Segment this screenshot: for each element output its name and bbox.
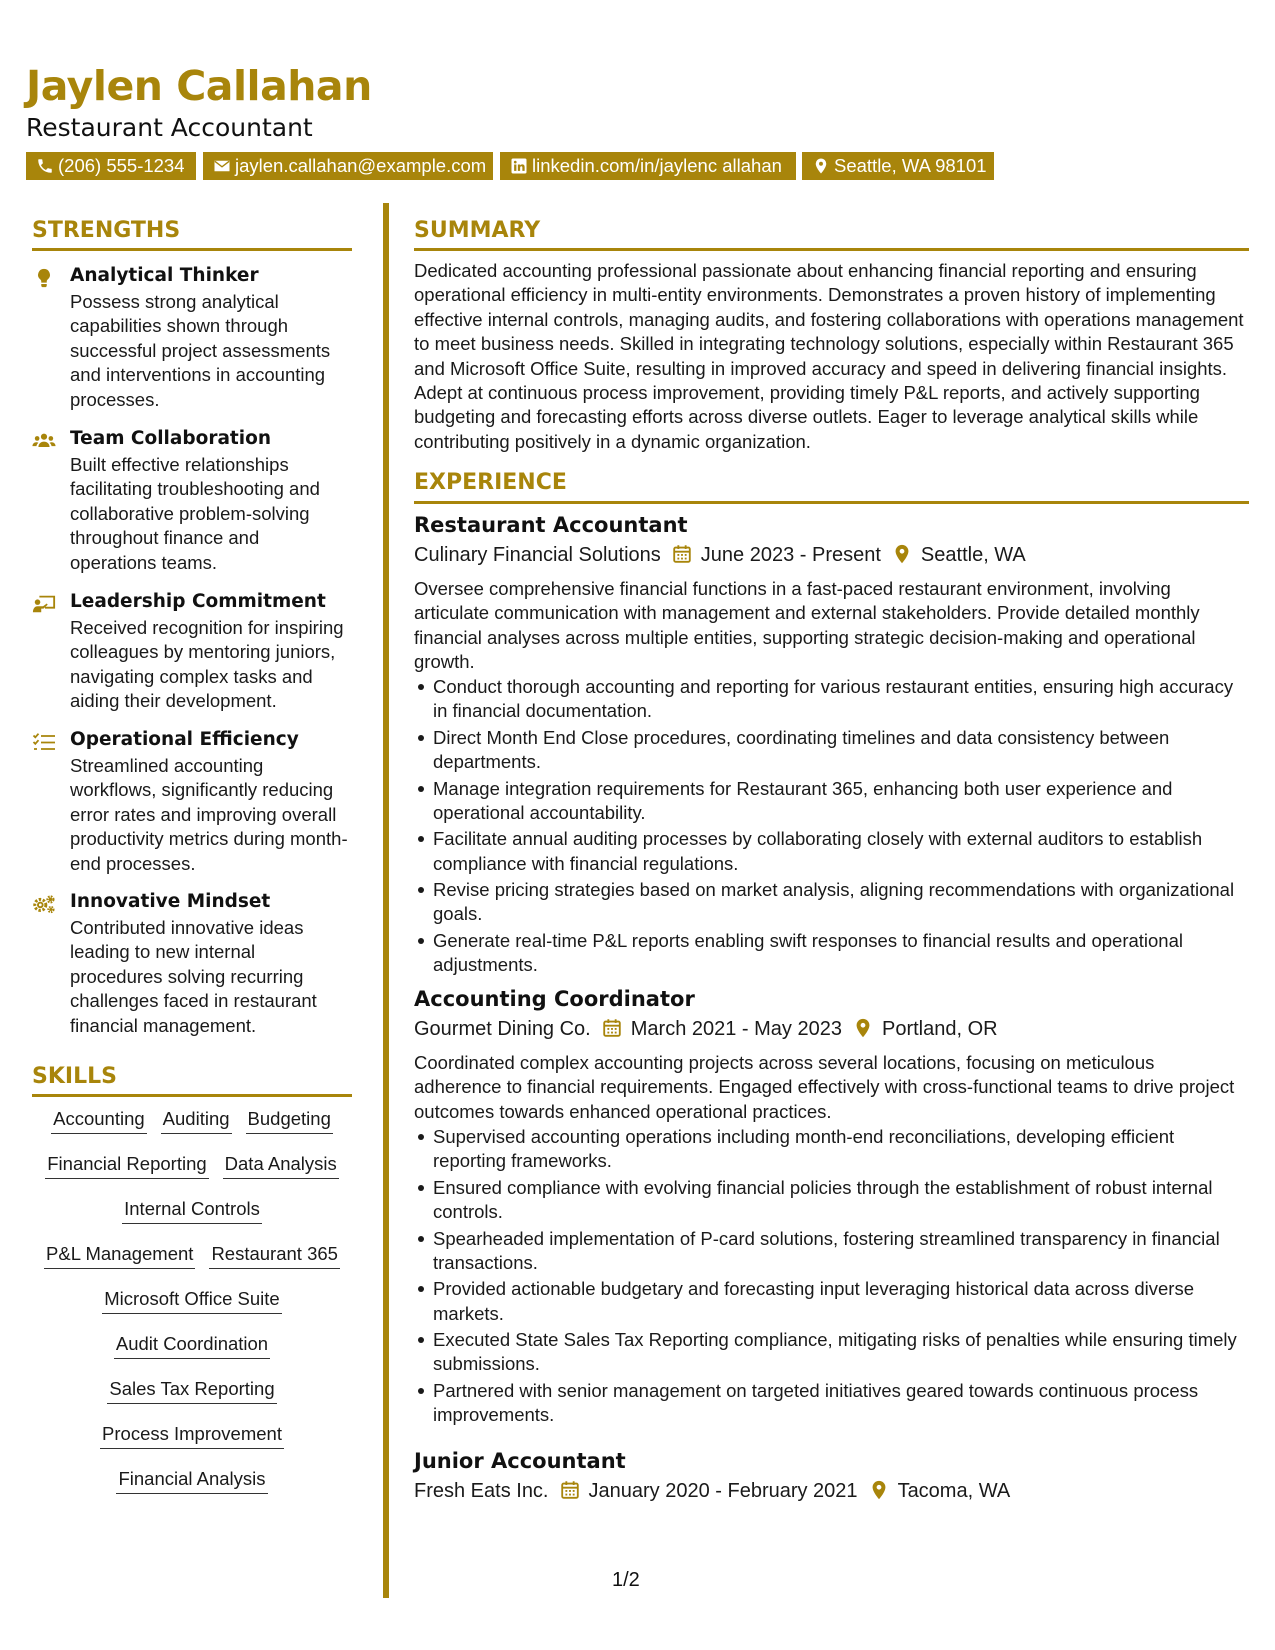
job-entry bbox=[414, 1447, 1249, 1507]
strength-title: Leadership Commitment bbox=[70, 591, 326, 612]
experience-heading: EXPERIENCE bbox=[414, 470, 567, 495]
strength-description: Streamlined accounting workflows, significantly reducing error rates and improving overall productivity metrics during month-end processes. bbox=[70, 755, 348, 874]
column-divider bbox=[383, 203, 389, 1598]
checklist-icon bbox=[32, 731, 58, 753]
skill-tag: Audit Coordination bbox=[114, 1331, 270, 1359]
phone-icon bbox=[36, 157, 54, 175]
job-bullet: Direct Month End Close procedures, coordinating timelines and data consistency between departments. bbox=[433, 726, 1245, 774]
strength-description: Contributed innovative ideas leading to new internal procedures solving recurring challenges faced in restaurant financial management. bbox=[70, 917, 317, 1036]
skill-row bbox=[32, 1466, 352, 1511]
skill-row bbox=[32, 1241, 352, 1286]
skill-tag: Sales Tax Reporting bbox=[107, 1376, 276, 1404]
skill-tag: Internal Controls bbox=[122, 1196, 262, 1224]
job-meta bbox=[414, 1016, 998, 1042]
skill-row bbox=[32, 1196, 352, 1241]
job-description: Coordinated complex accounting projects across several locations, focusing on meticulous adherence to financial requirements. Engaged effectively with cross-functional teams to drive project outcomes towards enhanced operational practices. bbox=[414, 1052, 1235, 1122]
skill-tag: Financial Analysis bbox=[116, 1466, 267, 1494]
job-dates: June 2023 - Present bbox=[700, 544, 881, 566]
job-bullets bbox=[414, 675, 1245, 980]
skill-row bbox=[32, 1421, 352, 1466]
contact-location[interactable]: Seattle, WA 98101 bbox=[802, 152, 994, 180]
job-bullet: Conduct thorough accounting and reporting for various restaurant entities, ensuring high accuracy in financial documentation. bbox=[433, 675, 1245, 723]
job-meta bbox=[414, 1478, 1010, 1504]
contact-phone[interactable]: (206) 555-1234 bbox=[26, 152, 196, 180]
job-bullet: Revise pricing strategies based on market analysis, aligning recommendations with organizational goals. bbox=[433, 878, 1245, 926]
experience-rule bbox=[414, 501, 1249, 504]
page-number: 1/2 bbox=[612, 1569, 640, 1591]
gears-icon bbox=[32, 893, 58, 915]
skill-tag: Data Analysis bbox=[223, 1151, 339, 1179]
candidate-title: Restaurant Accountant bbox=[26, 113, 313, 142]
job-location: Seattle, WA bbox=[920, 544, 1026, 566]
job-bullet: Provided actionable budgetary and forecasting input leveraging historical data across diverse markets. bbox=[433, 1277, 1245, 1325]
skill-tag: Restaurant 365 bbox=[209, 1241, 340, 1269]
skill-tag: P&L Management bbox=[44, 1241, 195, 1269]
candidate-name: Jaylen Callahan bbox=[26, 62, 372, 110]
job-title: Accounting Coordinator bbox=[414, 987, 695, 1011]
strength-item bbox=[32, 728, 352, 878]
contact-email[interactable]: jaylen.callahan@example.com bbox=[203, 152, 493, 180]
skill-row bbox=[32, 1106, 352, 1151]
job-bullet: Executed State Sales Tax Reporting compliance, mitigating risks of penalties while ensuring timely submissions. bbox=[433, 1328, 1245, 1376]
users-icon bbox=[32, 430, 58, 452]
strength-description: Received recognition for inspiring colleagues by mentoring juniors, navigating complex tasks and aiding their development. bbox=[70, 617, 344, 712]
job-bullet: Partnered with senior management on targeted initiatives geared towards continuous process improvements. bbox=[433, 1379, 1245, 1427]
skill-tag: Process Improvement bbox=[100, 1421, 284, 1449]
job-title: Junior Accountant bbox=[414, 1449, 626, 1473]
strength-description: Built effective relationships facilitating troubleshooting and collaborative problem-solving throughout finance and operations teams. bbox=[70, 454, 320, 573]
job-bullet: Supervised accounting operations including month-end reconciliations, developing efficient reporting frameworks. bbox=[433, 1125, 1245, 1173]
job-dates: January 2020 - February 2021 bbox=[588, 1480, 858, 1502]
strengths-rule bbox=[32, 248, 352, 251]
calendar-icon bbox=[601, 1017, 623, 1039]
job-meta bbox=[414, 542, 1026, 568]
envelope-icon bbox=[213, 157, 231, 175]
strength-title: Team Collaboration bbox=[70, 428, 271, 449]
job-bullet: Facilitate annual auditing processes by collaborating closely with external auditors to establish compliance with financial regulations. bbox=[433, 827, 1245, 875]
contact-linkedin[interactable]: linkedin.com/in/jaylenc allahan bbox=[500, 152, 796, 180]
job-bullet: Spearheaded implementation of P-card solutions, fostering streamlined transparency in financial transactions. bbox=[433, 1227, 1245, 1275]
skills-rule bbox=[32, 1094, 352, 1097]
location-pin-icon bbox=[852, 1017, 874, 1039]
skill-row bbox=[32, 1376, 352, 1421]
skill-row bbox=[32, 1331, 352, 1376]
job-bullet: Manage integration requirements for Restaurant 365, enhancing both user experience and operational accountability. bbox=[433, 777, 1245, 825]
strength-title: Innovative Mindset bbox=[70, 891, 271, 912]
job-dates: March 2021 - May 2023 bbox=[630, 1018, 842, 1040]
strength-description: Possess strong analytical capabilities shown through successful project assessments and interventions in accounting processes. bbox=[70, 291, 331, 410]
skill-tag: Financial Reporting bbox=[45, 1151, 208, 1179]
job-company: Culinary Financial Solutions bbox=[414, 544, 661, 566]
location-pin-icon bbox=[891, 543, 913, 565]
job-bullet: Generate real-time P&L reports enabling swift responses to financial results and operational adjustments. bbox=[433, 929, 1245, 977]
skill-tag: Microsoft Office Suite bbox=[102, 1286, 281, 1314]
skills-heading: SKILLS bbox=[32, 1064, 117, 1089]
job-company: Gourmet Dining Co. bbox=[414, 1018, 591, 1040]
job-description: Oversee comprehensive financial functions in a fast-paced restaurant environment, involving articulate communication with management and external stakeholders. Provide detailed monthly financial analyses across multiple entities, supporting strategic decision-making and operational growth. bbox=[414, 578, 1200, 673]
strength-title: Analytical Thinker bbox=[70, 265, 259, 286]
calendar-icon bbox=[559, 1479, 581, 1501]
strength-item bbox=[32, 590, 352, 715]
job-company: Fresh Eats Inc. bbox=[414, 1480, 549, 1502]
location-pin-icon bbox=[812, 157, 830, 175]
job-location: Portland, OR bbox=[881, 1018, 998, 1040]
job-bullet: Ensured compliance with evolving financial policies through the establishment of robust internal controls. bbox=[433, 1176, 1245, 1224]
calendar-icon bbox=[671, 543, 693, 565]
skills-list bbox=[32, 1106, 352, 1511]
lightbulb-icon bbox=[32, 267, 58, 289]
linkedin-icon bbox=[510, 157, 528, 175]
skill-row bbox=[32, 1151, 352, 1196]
strength-title: Operational Efficiency bbox=[70, 729, 299, 750]
strength-item bbox=[32, 890, 352, 1040]
job-title: Restaurant Accountant bbox=[414, 513, 688, 537]
job-location: Tacoma, WA bbox=[897, 1480, 1011, 1502]
strength-item bbox=[32, 264, 352, 414]
location-pin-icon bbox=[868, 1479, 890, 1501]
summary-rule bbox=[414, 248, 1249, 251]
skill-tag: Budgeting bbox=[246, 1106, 333, 1134]
presenter-icon bbox=[32, 593, 58, 615]
summary-heading: SUMMARY bbox=[414, 218, 541, 243]
skill-tag: Auditing bbox=[161, 1106, 232, 1134]
summary-text: Dedicated accounting professional passionate about enhancing financial reporting and ensuring operational efficiency in multi-entity environments. Demonstrates a proven history of implementing effective internal controls, managing audits, and fostering collaborations with operations management to meet business needs. Skilled in integrating technology solutions, especially within Restaurant 365 and Microsoft Office Suite, resulting in improved accuracy and speed in delivering financial insights. Adept at continuous process improvement, providing timely P&L reports, and actively supporting budgeting and forecasting efforts across diverse outlets. Eager to leverage analytical skills while contributing positively in a dynamic organization. bbox=[414, 260, 1244, 452]
skill-tag: Accounting bbox=[51, 1106, 147, 1134]
strength-item bbox=[32, 427, 352, 577]
skill-row bbox=[32, 1286, 352, 1331]
job-bullets bbox=[414, 1125, 1245, 1430]
strengths-heading: STRENGTHS bbox=[32, 218, 181, 243]
